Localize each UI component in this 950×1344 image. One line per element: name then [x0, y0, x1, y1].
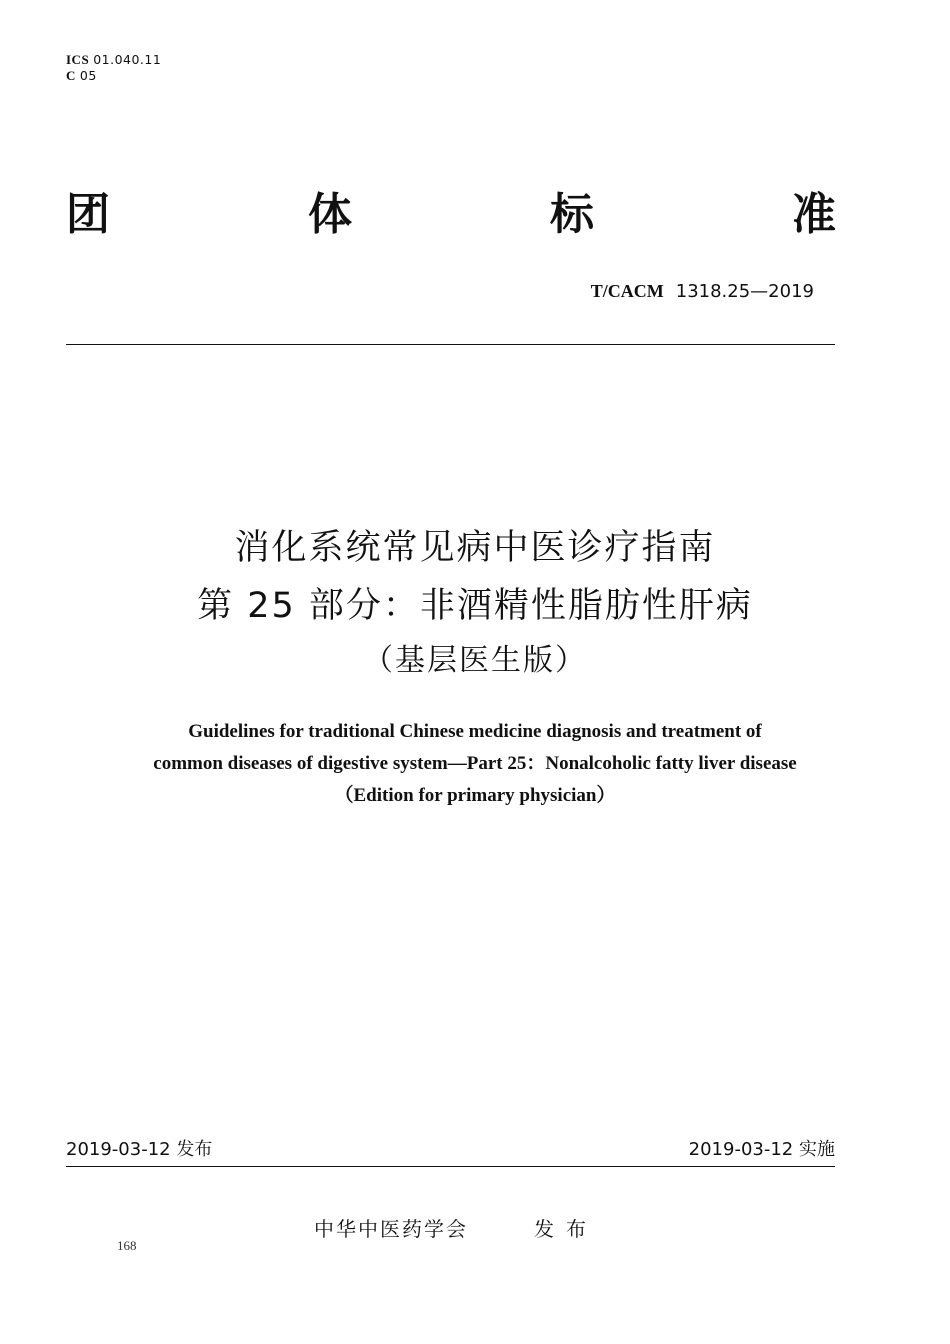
standard-number	[591, 280, 814, 303]
standard-number-prefix: T/CACM	[590, 281, 664, 301]
release-date: 2019-03-12 发布	[66, 1139, 213, 1160]
standard-type-char: 准	[792, 189, 836, 240]
publisher-name: 中华中医药学会	[314, 1217, 468, 1241]
title-en-line3: （Edition for primary physician）	[334, 785, 616, 806]
standard-type-heading	[66, 190, 836, 240]
standard-type-char: 标	[550, 189, 594, 240]
standard-type-char: 体	[308, 189, 352, 240]
page-number: 168	[117, 1238, 137, 1253]
ics-classification	[66, 52, 161, 67]
publisher-action: 发布	[534, 1217, 598, 1241]
ccs-classification	[66, 68, 97, 83]
ccs-code: 05	[79, 68, 97, 83]
standard-number-value: 1318.25—2019	[675, 281, 814, 302]
title-cn-line1: 消化系统常见病中医诊疗指南	[234, 528, 716, 568]
standard-type-char: 团	[66, 189, 110, 240]
ics-code: 01.040.11	[93, 52, 162, 67]
title-en-line2: common diseases of digestive system—Part 25：Nonalcoholic fatty liver disease	[153, 753, 797, 774]
implementation-date: 2019-03-12 实施	[688, 1139, 835, 1160]
title-en-line1: Guidelines for traditional Chinese medicine diagnosis and treatment of	[188, 721, 762, 742]
top-divider	[66, 344, 835, 345]
title-cn-line2: 第 25 部分：非酒精性脂肪性肝病	[197, 586, 753, 626]
title-cn-line3: （基层医生版）	[363, 643, 587, 678]
bottom-divider	[66, 1166, 835, 1167]
ccs-label: C	[66, 68, 76, 83]
ics-label: ICS	[66, 52, 90, 67]
